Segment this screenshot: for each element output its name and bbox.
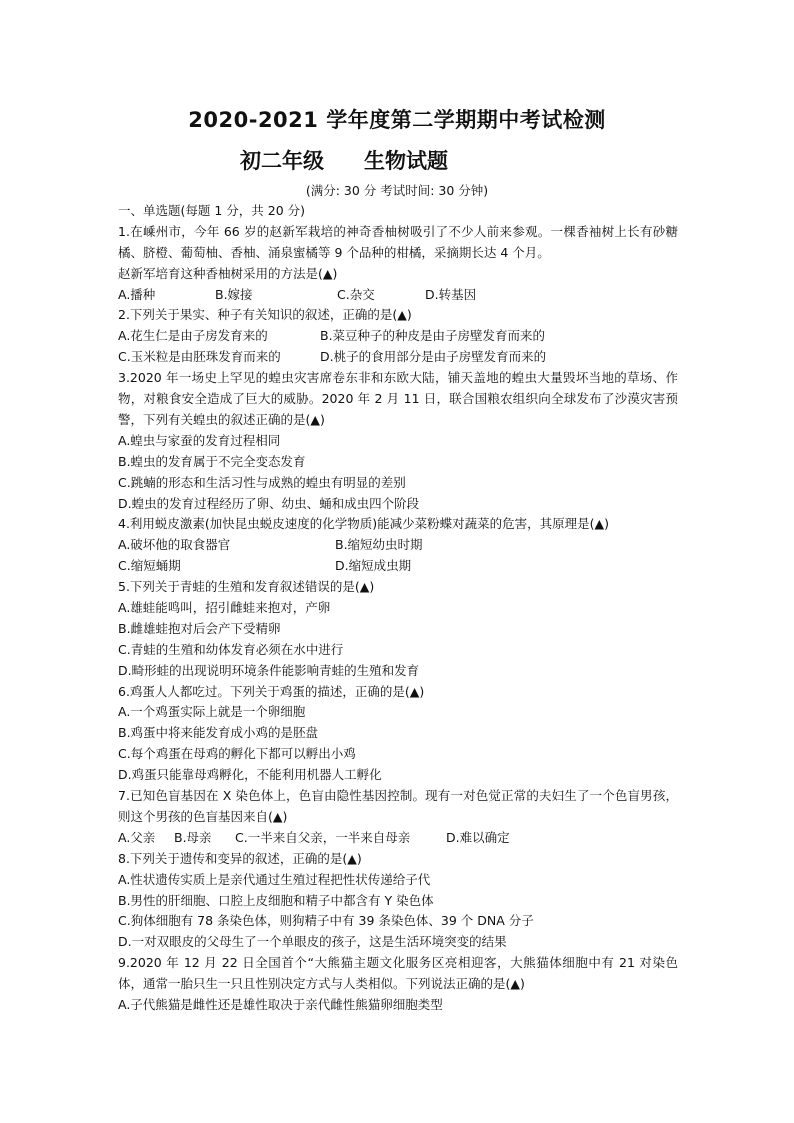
option: D.桃子的食用部分是由子房壁发育而来的 [320, 349, 547, 365]
question-stem: 4.利用蜕皮激素(加快昆虫蜕皮速度的化学物质)能减少菜粉蝶对蔬菜的危害，其原理是(▲) [118, 516, 610, 532]
option: B.男性的肝细胞、口腔上皮细胞和精子中都含有 Y 染色体 [118, 892, 434, 908]
option-row [118, 828, 678, 849]
option: D.蝗虫的发育过程经历了卵、幼虫、蛹和成虫四个阶段 [118, 495, 420, 511]
option: B.蝗虫的发育属于不完全变态发育 [118, 453, 306, 469]
subject-label: 生物试题 [364, 149, 448, 173]
option: A.父亲 [118, 829, 156, 845]
question-stem: 3.2020 年一场史上罕见的蝗虫灾害席卷东非和东欧大陆，铺天盖地的蝗虫大量毁坏当地的草场、作物，对粮食安全造成了巨大的威胁。2020 年 2 月 11 日，联合国粮农组织向全球发布了沙漠灾害预警，下列有关蝗虫的叙述正确的是(▲) [118, 370, 678, 427]
option-row [118, 326, 678, 347]
question-stem: 8.下列关于遗传和变异的叙述，正确的是(▲) [118, 850, 362, 866]
option: A.播种 [118, 286, 156, 302]
option: B.菜豆种子的种皮是由子房壁发育而来的 [320, 328, 546, 344]
question-stem: 2.下列关于果实、种子有关知识的叙述，正确的是(▲) [118, 307, 412, 323]
option: A.蝗虫与家蚕的发育过程相同 [118, 432, 281, 448]
option: B.母亲 [174, 829, 212, 845]
question-stem: 赵新军培育这种香柚树采用的方法是(▲) [118, 265, 338, 281]
option: B.雌雄蛙抱对后会产下受精卵 [118, 620, 281, 636]
option: B.缩短幼虫时期 [335, 537, 423, 553]
option-row [118, 556, 678, 577]
option: A.破坏他的取食器官 [118, 537, 231, 553]
question-stem: 5.下列关于青蛙的生殖和发育叙述错误的是(▲) [118, 579, 375, 595]
option: C.杂交 [337, 286, 375, 302]
option: D.转基因 [425, 286, 477, 302]
exam-meta: (满分: 30 分 考试时间: 30 分钟) [305, 183, 489, 198]
grade-subject-line [240, 145, 448, 175]
exam-title: 2020-2021 学年度第二学期期中考试检测 [188, 108, 606, 132]
question-stem: 9.2020 年 12 月 22 日全国首个“大熊猫主题文化服务区亮相迎客，大熊猫体细胞中有 21 对染色体，通常一胎只生一只且性别决定方式与人类相似。下列说法正确的是(▲) [118, 955, 678, 992]
question-stem: 1.在嵊州市，今年 66 岁的赵新军栽培的神奇香柚树吸引了不少人前来参观。一棵香袖树上长有砂糖橘、脐橙、葡萄柚、香柚、涌泉蜜橘等 9 个品种的柑橘，采摘期长达 4 个月。 [118, 223, 678, 260]
question-body [118, 201, 678, 1016]
option: D.难以确定 [446, 829, 510, 845]
option: A.花生仁是由子房发育来的 [118, 328, 268, 344]
option: D.一对双眼皮的父母生了一个单眼皮的孩子，这是生活环境突变的结果 [118, 934, 507, 950]
option: D.鸡蛋只能靠母鸡孵化，不能利用机器人工孵化 [118, 767, 382, 783]
section-heading: 一、单选题(每题 1 分，共 20 分) [118, 203, 306, 218]
option-row [118, 535, 678, 556]
option: A.性状遗传实质上是亲代通过生殖过程把性状传递给子代 [118, 871, 431, 887]
option: D.缩短成虫期 [335, 558, 412, 574]
option-row [118, 347, 678, 368]
option: A.子代熊猫是雌性还是雄性取决于亲代雌性熊猫卵细胞类型 [118, 996, 443, 1012]
option: C.缩短蛹期 [118, 558, 181, 574]
option: C.青蛙的生殖和幼体发育必须在水中进行 [118, 641, 344, 657]
option: B.嫁接 [215, 286, 253, 302]
option: A.一个鸡蛋实际上就是一个卵细胞 [118, 704, 306, 720]
option: C.一半来自父亲，一半来自母亲 [235, 829, 411, 845]
option: A.雄蛙能鸣叫，招引雌蛙来抱对，产卵 [118, 600, 331, 615]
option: D.畸形蛙的出现说明环境条件能影响青蛙的生殖和发育 [118, 662, 420, 678]
question-stem: 6.鸡蛋人人都吃过。下列关于鸡蛋的描述，正确的是(▲) [118, 683, 425, 699]
question-stem: 7.已知色盲基因在 X 染色体上，色盲由隐性基因控制。现有一对色觉正常的夫妇生了一个色盲男孩，则这个男孩的色盲基因来自(▲) [118, 788, 678, 824]
option: B.鸡蛋中将来能发育成小鸡的是胚盘 [118, 725, 319, 741]
option: C.跳蝻的形态和生活习性与成熟的蝗虫有明显的差别 [118, 474, 406, 490]
grade-label: 初二年级 [240, 149, 324, 173]
option: C.玉米粒是由胚珠发育而来的 [118, 349, 281, 365]
option: C.狗体细胞有 78 条染色体，则狗精子中有 39 条染色体、39 个 DNA 分子 [118, 913, 534, 929]
option: C.每个鸡蛋在母鸡的孵化下都可以孵出小鸡 [118, 746, 356, 762]
option-row [118, 285, 678, 306]
